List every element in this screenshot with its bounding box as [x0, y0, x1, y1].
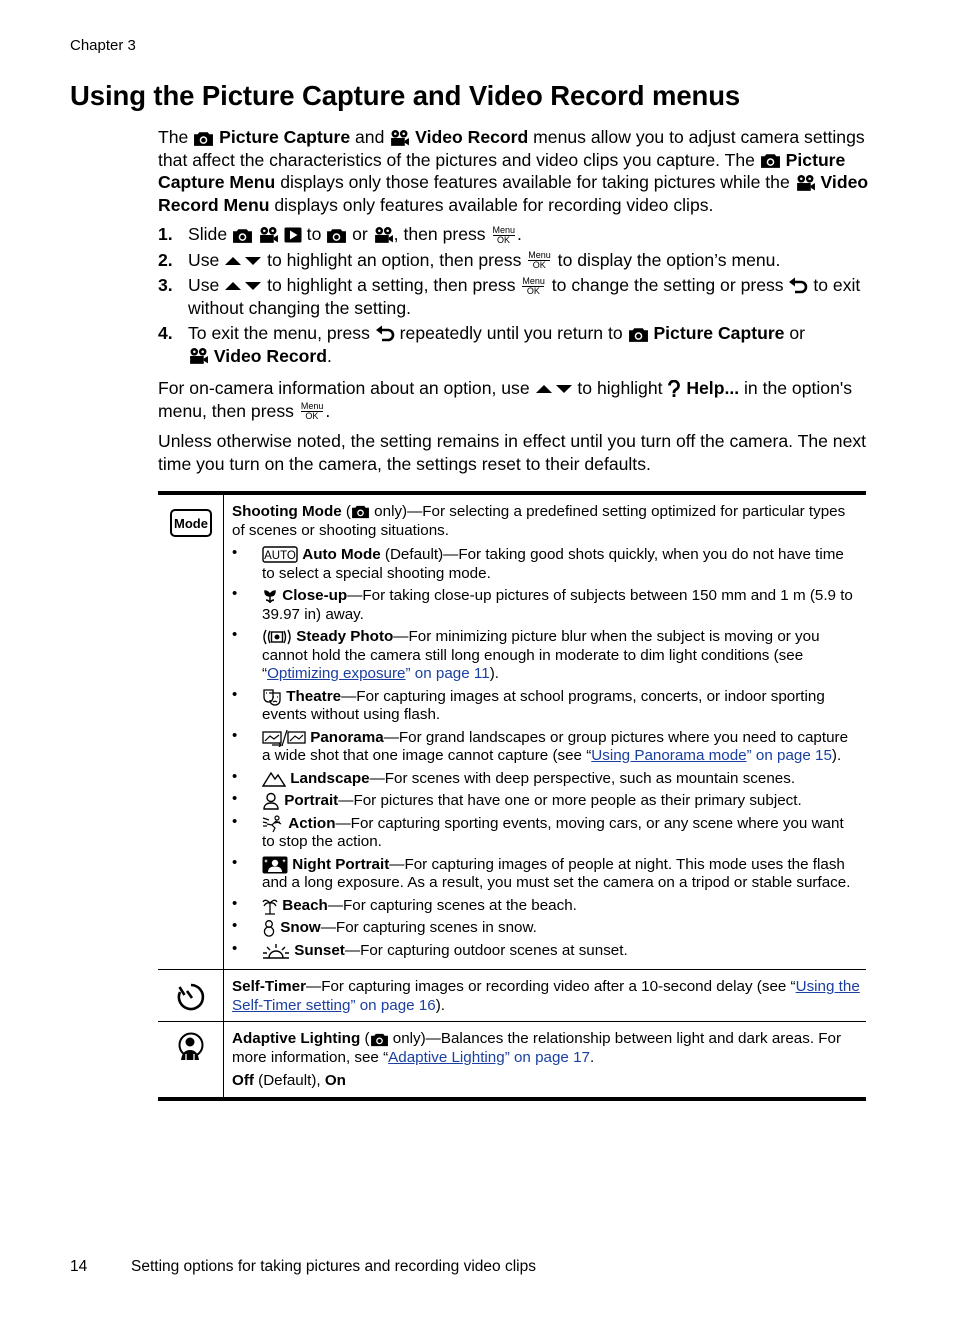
default-paragraph: Unless otherwise noted, the setting remains in effect until you turn off the camera. The next time you turn on the camera, the settings reset to their defaults. [158, 431, 867, 474]
page-title: Using the Picture Capture and Video Record menus [70, 80, 741, 111]
list-item: • Beach—For capturing scenes at the beach. [232, 897, 860, 916]
step-4: 4. To exit the menu, press repeatedly until you return to Picture Capture or Video Record. [158, 323, 805, 366]
list-item: • Close-up—For taking close-up pictures of subjects between 150 mm and 1 m (5.9 to 39.97 in) away. [232, 587, 860, 624]
up-down-arrows-icon [224, 279, 262, 293]
shooting-mode-row: Mode Shooting Mode ( only)—For selecting a predefined setting optimized for particular types of scenes or shooting situations. • AUTO Auto Mode (Default)—For taking good shots quickly, when you do not have time to select a special shooting mode. • Close-up—For taking close-up pictures of subjects between 150 mm and 1 m (5.9 to 39.97 in) away. • Steady Photo—For minimizing picture blur when the subject is moving or you cannot hold the camera still long enough in moderate to dim light conditions (see “Optimizing exposure” on page 11). • Theatre—For capturing images at school programs, concerts, or indoor sporting events without using flash. • Panorama—For grand landscapes or group pictures where you need to capture a wide shot that one image cannot capture (see “Using Panorama mode” on page 15). • Landscape—For scenes with deep perspective, such as mountain scenes. • Portrait—For pictures that have one or more people as their primary subject. • Action—For capturing sporting events, moving cars, or any scene where you want to stop the action. • Night Portrait—For capturing images of people at night. This mode uses the flash and a long exposure. As a result, you must set the camera on a tripod or stable surface. • Beach—For capturing scenes at the beach. • Snow—For capturing scenes in snow. • Sunset—For capturing outdoor scenes at sunset. [158, 495, 866, 969]
list-item: • Portrait—For pictures that have one or more people as their primary subject. [232, 792, 860, 811]
back-icon [788, 277, 808, 295]
mode-icon [170, 509, 212, 969]
adaptive-lighting-icon [177, 1032, 205, 1097]
theatre-icon [262, 688, 282, 706]
auto-mode-icon [262, 546, 298, 563]
camera-icon [351, 504, 370, 519]
link-using-panorama-mode[interactable]: Using Panorama mode [591, 747, 747, 765]
up-down-arrows-icon [224, 254, 262, 268]
list-item: • AUTO Auto Mode (Default)—For taking good shots quickly, when you do not have time to select a special shooting mode. [232, 546, 860, 583]
playback-icon [284, 227, 302, 243]
list-item: • Action—For capturing sporting events, moving cars, or any scene where you want to stop the action. [232, 815, 860, 852]
back-icon [375, 325, 395, 343]
video-icon [373, 226, 394, 245]
self-timer-row: Self-Timer—For capturing images or recording video after a 10-second delay (see “Using the Self-Timer setting” on page 16). [158, 969, 866, 1021]
svg-text:AUTO: • AUTO [264, 550, 296, 563]
list-item: • Snow—For capturing scenes in snow. [232, 919, 860, 938]
camera-icon [628, 326, 649, 343]
camera-icon [760, 152, 781, 169]
video-icon [389, 129, 410, 148]
action-icon [262, 815, 284, 833]
adaptive-lighting-row: Adaptive Lighting ( only)—Balances the relationship between light and dark areas. For more information, see “Adaptive Lighting” on page 17. Off (Default), On [158, 1021, 866, 1097]
help-paragraph: For on-camera information about an option, use to highlight Help... in the option's menu, then press Menu OK . [158, 378, 853, 422]
list-item: • Steady Photo—For minimizing picture blur when the subject is moving or you cannot hold the camera still long enough in moderate to dim light conditions (see “Optimizing exposure” on page 11). [232, 628, 860, 684]
video-icon [188, 347, 209, 366]
steady-photo-icon [262, 628, 292, 646]
menu-ok-icon: Menu OK [300, 401, 324, 422]
panorama-icon [262, 729, 306, 747]
menu-ok-icon: Menu OK [528, 250, 551, 271]
page-number: 14 [70, 1258, 88, 1275]
sunset-icon [262, 942, 290, 960]
adaptive-lighting-options: Off (Default), On [232, 1072, 346, 1090]
menu-ok-icon: Menu OK [522, 275, 545, 296]
steps-list [158, 223, 870, 370]
portrait-icon [262, 792, 280, 810]
snow-icon [262, 919, 276, 937]
beach-icon [262, 897, 278, 915]
camera-icon [232, 227, 253, 244]
step-3: 3. Use to highlight a setting, then press Menu OK to change the setting or press to exit without changing the setting. [158, 275, 861, 318]
link-optimizing-exposure[interactable]: Optimizing exposure [267, 665, 406, 683]
menu-ok-icon: Menu OK [492, 224, 516, 245]
step-2: 2. Use to highlight an option, then press Menu OK to display the option’s menu. [158, 249, 781, 271]
chapter-header: Chapter 3 [70, 37, 136, 54]
intro-paragraph: The Picture Capture and Video Record menus allow you to adjust camera settings that affect the characteristics of the pictures and video clips you capture. The Picture Capture Menu displays only those features available for taking pictures while the Video Record Menu displays only features available for recording video clips. [158, 127, 869, 215]
camera-icon [193, 130, 214, 147]
camera-icon [370, 1032, 389, 1047]
video-icon [258, 226, 279, 245]
link-self-timer-setting[interactable]: Using the Self-Timer setting [232, 978, 860, 1014]
footer-title: Setting options for taking pictures and recording video clips [131, 1258, 536, 1275]
camera-icon [326, 227, 347, 244]
link-adaptive-lighting[interactable]: Adaptive Lighting [388, 1048, 505, 1066]
landscape-icon [262, 770, 286, 787]
list-item: • Landscape—For scenes with deep perspective, such as mountain scenes. [232, 770, 860, 789]
svg-text:Mode: Mode [173, 516, 208, 531]
up-down-arrows-icon [535, 382, 573, 396]
list-item: • Theatre—For capturing images at school programs, concerts, or indoor sporting events without using flash. [232, 688, 860, 725]
settings-table [158, 491, 866, 1101]
list-item: • Sunset—For capturing outdoor scenes at sunset. [232, 942, 860, 961]
list-item: • Panorama—For grand landscapes or group pictures where you need to capture a wide shot that one image cannot capture (see “Using Panorama mode” on page 15). [232, 729, 860, 766]
shooting-mode-list [232, 546, 860, 960]
step-1: 1. Slide to or , then press Menu OK . [158, 224, 522, 245]
list-item: • Night Portrait—For capturing images of people at night. This mode uses the flash and a long exposure. As a result, you must set the camera on a tripod or stable surface. [232, 856, 860, 893]
help-icon [667, 380, 681, 398]
self-timer-icon [176, 982, 206, 1021]
night-portrait-icon [262, 856, 288, 874]
close-up-icon [262, 587, 278, 604]
video-icon [795, 174, 816, 193]
